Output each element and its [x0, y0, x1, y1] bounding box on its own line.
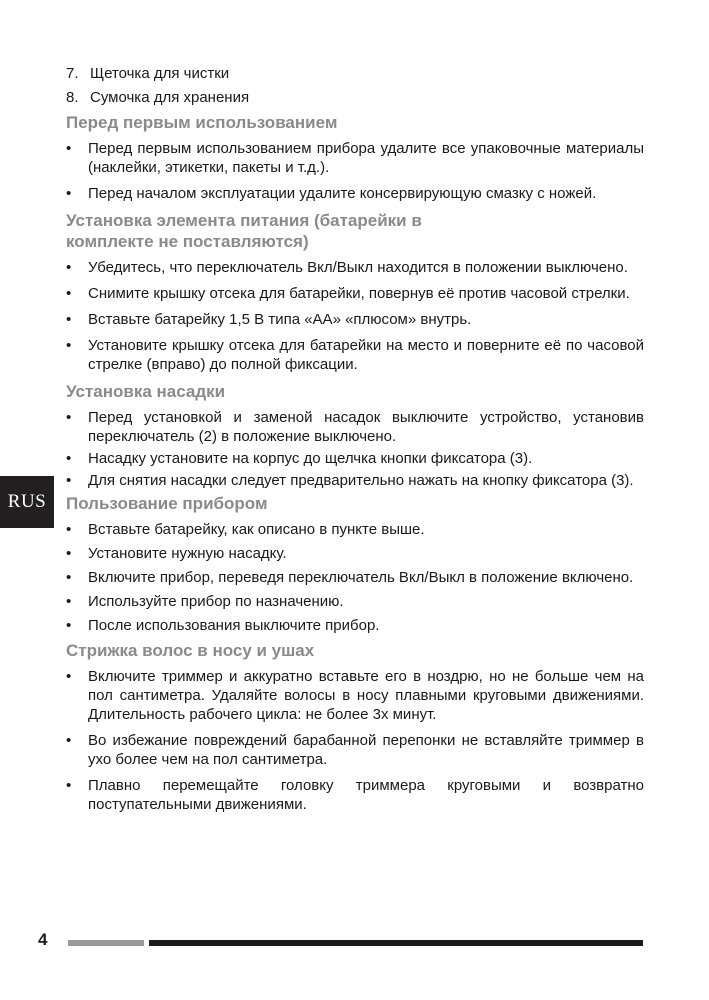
bullet-list [66, 408, 644, 490]
bullet-icon: • [66, 472, 72, 489]
list-item: • Перед первым использованием прибора удалите все упаковочные материалы (наклейки, этикетки, пакеты и т.д.). [66, 140, 644, 176]
section-heading-attachment: Установка насадки [66, 382, 226, 401]
bullet-icon: • [66, 777, 72, 794]
list-item [66, 88, 644, 107]
list-item: • Установите крышку отсека для батарейки на место и поверните её по часовой стрелке (вправо) до полной фиксации. [66, 337, 644, 373]
bullet-icon: • [66, 185, 72, 202]
list-item: • Убедитесь, что переключатель Вкл/Выкл находится в положении выключено. [66, 259, 628, 276]
list-item: • Установите нужную насадку. [66, 545, 287, 562]
bullet-list [66, 258, 644, 374]
list-item: • Перед установкой и заменой насадок выключите устройство, установив переключатель (2) в положение выключено. [66, 409, 644, 445]
footer-bar-black [149, 940, 643, 946]
page-number: 4 [38, 930, 48, 949]
bullet-icon: • [66, 593, 72, 610]
list-item: • Для снятия насадки следует предварительно нажать на кнопку фиксатора (3). [66, 472, 634, 489]
bullet-list [66, 520, 644, 635]
item-number: 8. [66, 89, 79, 106]
bullet-icon: • [66, 732, 72, 749]
list-item: • Во избежание повреждений барабанной перепонки не вставляйте триммер в ухо более чем на пол сантиметра. [66, 732, 644, 768]
manual-page-content [66, 64, 644, 821]
item-text: Сумочка для хранения [90, 89, 250, 106]
language-tab: RUS [0, 476, 54, 528]
list-item: • Включите триммер и аккуратно вставьте его в ноздрю, но не больше чем на пол сантиметра. Удаляйте волосы в носу плавными круговыми движениями. Длительность рабочего цикла: не более 3х минут. [66, 668, 644, 723]
bullet-list [66, 667, 644, 814]
bullet-icon: • [66, 409, 72, 426]
list-item: • Плавно перемещайте головку триммера круговыми и возвратно поступательными движениями. [66, 777, 644, 813]
item-text: Щеточка для чистки [90, 65, 230, 82]
bullet-icon: • [66, 311, 72, 328]
section-heading-battery: Установка элемента питания (батарейки в комплекте не поставляются) [66, 211, 422, 251]
list-item: • Снимите крышку отсека для батарейки, повернув её против часовой стрелки. [66, 285, 630, 302]
list-item: • Используйте прибор по назначению. [66, 593, 344, 610]
bullet-icon: • [66, 259, 72, 276]
section-heading-nose-ear: Стрижка волос в носу и ушах [66, 641, 315, 660]
bullet-icon: • [66, 337, 72, 354]
list-item: • Насадку установите на корпус до щелчка кнопки фиксатора (3). [66, 450, 533, 467]
bullet-icon: • [66, 617, 72, 634]
section-heading-first-use: Перед первым использованием [66, 113, 338, 132]
list-item: • Вставьте батарейку 1,5 В типа «АА» «плюсом» внутрь. [66, 311, 472, 328]
list-item: • Перед началом эксплуатации удалите консервирующую смазку с ножей. [66, 185, 597, 202]
bullet-icon: • [66, 569, 72, 586]
bullet-icon: • [66, 521, 72, 538]
footer-bar-grey [68, 940, 144, 946]
bullet-icon: • [66, 545, 72, 562]
bullet-icon: • [66, 450, 72, 467]
list-item: • После использования выключите прибор. [66, 617, 380, 634]
list-item: • Вставьте батарейку, как описано в пункте выше. [66, 521, 425, 538]
bullet-list [66, 139, 644, 203]
bullet-icon: • [66, 140, 72, 157]
bullet-icon: • [66, 668, 72, 685]
list-item [66, 64, 644, 83]
item-number: 7. [66, 65, 79, 82]
bullet-icon: • [66, 285, 72, 302]
section-heading-usage: Пользование прибором [66, 494, 268, 513]
list-item: • Включите прибор, переведя переключатель Вкл/Выкл в положение включено. [66, 569, 634, 586]
